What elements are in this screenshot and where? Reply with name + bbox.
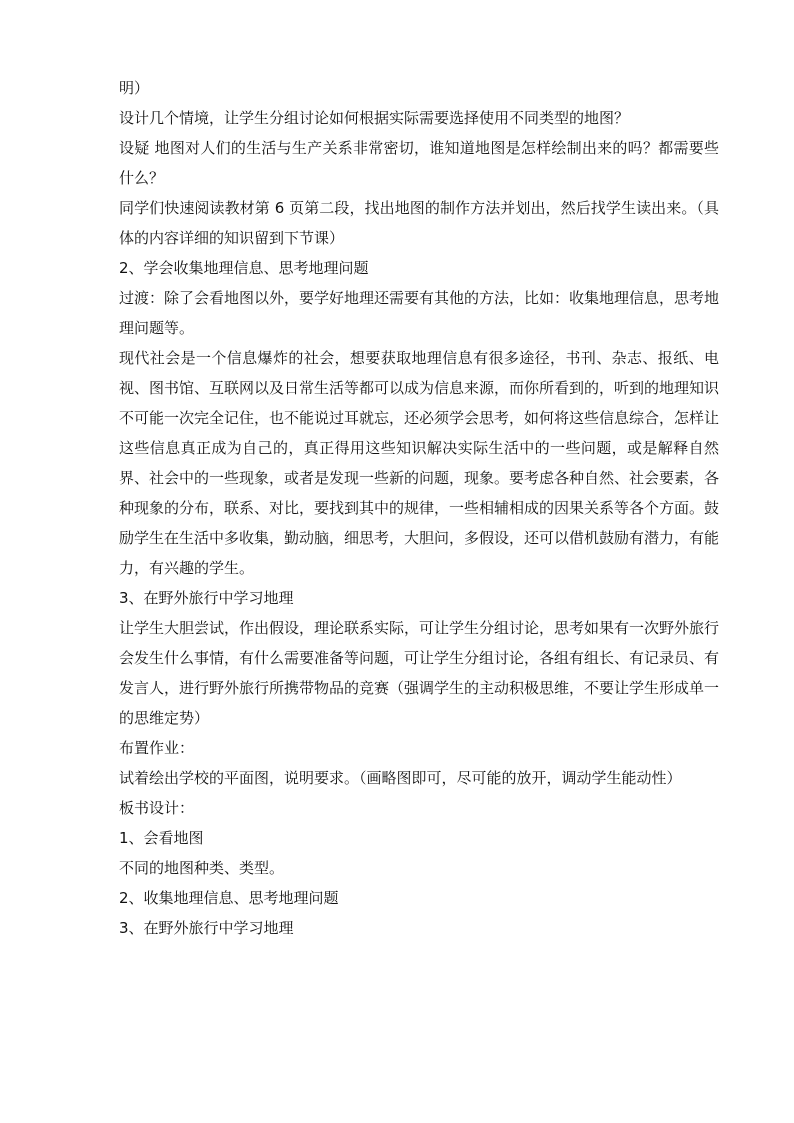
board-design-heading: 板书设计： (119, 799, 195, 817)
homework-heading: 布置作业： (119, 739, 195, 757)
section-heading-2: 2、学会收集地理信息、思考地理问题 (119, 259, 369, 277)
board-item-1-detail: 不同的地图种类、类型。 (119, 859, 285, 877)
board-item-3: 3、在野外旅行中学习地理 (119, 919, 294, 937)
section-heading-3: 3、在野外旅行中学习地理 (119, 589, 294, 607)
paragraph-4: 同学们快速阅读教材第 6 页第二段，找出地图的制作方法并划出，然后找学生读出来。（具体的内容详细的知识留到下节课） (119, 199, 719, 247)
paragraph-6: 过渡：除了会看地图以外，要学好地理还需要有其他的方法，比如：收集地理信息，思考地理问题等。 (119, 289, 720, 337)
paragraph-2: 设计几个情境，让学生分组讨论如何根据实际需要选择使用不同类型的地图？ (119, 109, 630, 127)
paragraph-1: 明） (119, 79, 150, 97)
paragraph-3: 设疑 地图对人们的生活与生产关系非常密切，谁知道地图是怎样绘制出来的吗？都需要些什么？ (119, 139, 719, 187)
paragraph-9: 让学生大胆尝试，作出假设，理论联系实际，可让学生分组讨论，思考如果有一次野外旅行会发生什么事情，有什么需要准备等问题，可让学生分组讨论，各组有组长、有记录员、有发言人，进行野外旅行所携带物品的竞赛（强调学生的主动积极思维，不要让学生形成单一的思维定势） (119, 619, 720, 727)
paragraph-7: 现代社会是一个信息爆炸的社会，想要获取地理信息有很多途径，书刊、杂志、报纸、电视、图书馆、互联网以及日常生活等都可以成为信息来源，而你所看到的，听到的地理知识不可能一次完全记住，也不能说过耳就忘，还必须学会思考，如何将这些信息综合，怎样让这些信息真正成为自己的，真正得用这些知识解决实际生活中的一些问题，或是解释自然界、社会中的一些现象，或者是发现一些新的问题，现象。要考虑各种自然、社会要素，各种现象的分布，联系、对比，要找到其中的规律，一些相辅相成的因果关系等各个方面。鼓励学生在生活中多收集，勤动脑，细思考，大胆问，多假设，还可以借机鼓励有潜力，有能力，有兴趣的学生。 (119, 349, 720, 577)
document-body (119, 73, 719, 943)
homework-text: 试着绘出学校的平面图，说明要求。（画略图即可，尽可能的放开，调动学生能动性） (119, 769, 682, 787)
board-item-1: 1、会看地图 (119, 829, 204, 847)
board-item-2: 2、收集地理信息、思考地理问题 (119, 889, 339, 907)
